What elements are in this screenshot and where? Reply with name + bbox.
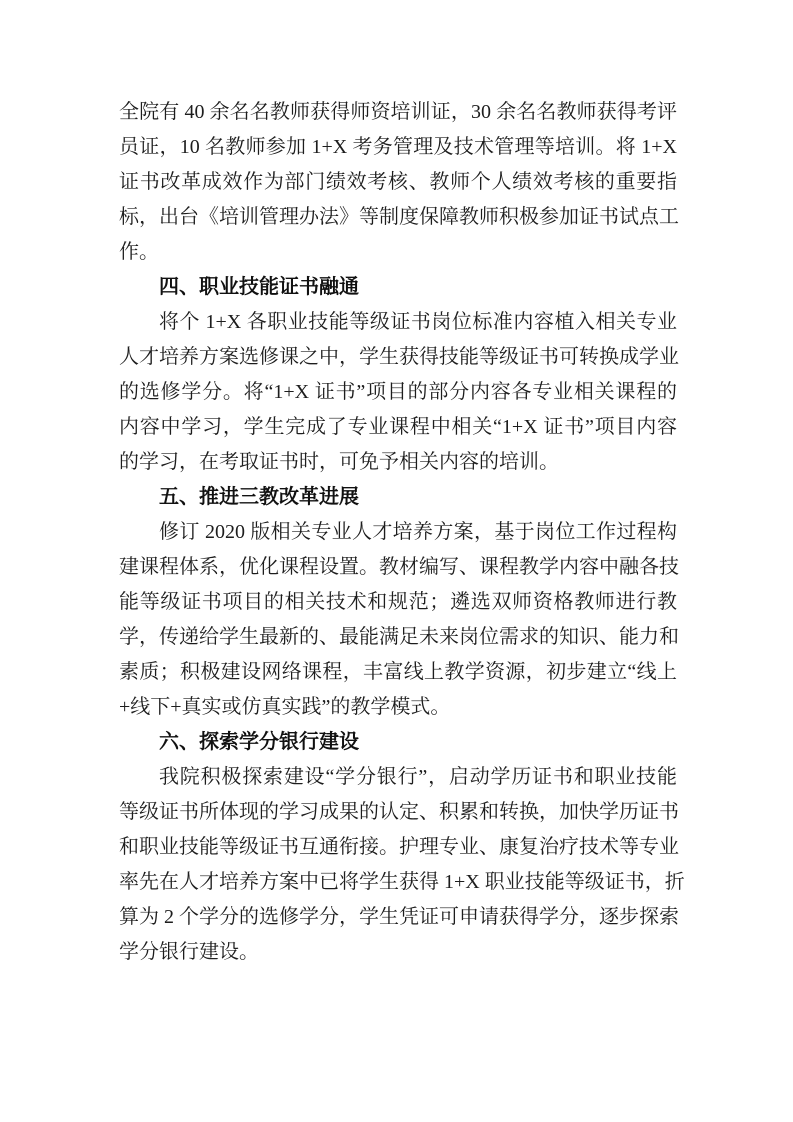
text-line: 人才培养方案选修课之中，学生获得技能等级证书可转换成学业 bbox=[119, 346, 679, 368]
text-line: 的学习，在考取证书时，可免予相关内容的培训。 bbox=[119, 451, 559, 473]
text-line: 算为 2 个学分的选修学分，学生凭证可申请获得学分，逐步探索 bbox=[119, 906, 679, 928]
text-line: 员证，10 名教师参加 1+X 考务管理及技术管理等培训。将 1+X bbox=[119, 136, 677, 158]
text-line: 内容中学习，学生完成了专业课程中相关“1+X 证书”项目内容 bbox=[119, 416, 677, 438]
text-line: 和职业技能等级证书互通衔接。护理专业、康复治疗技术等专业 bbox=[119, 836, 679, 858]
text-line: 将个 1+X 各职业技能等级证书岗位标准内容植入相关专业 bbox=[159, 311, 677, 333]
text-line: 的选修学分。将“1+X 证书”项目的部分内容各专业相关课程的 bbox=[119, 381, 677, 403]
text-line: 作。 bbox=[119, 241, 159, 263]
text-line: 修订 2020 版相关专业人才培养方案，基于岗位工作过程构 bbox=[159, 521, 677, 543]
document-body bbox=[119, 95, 685, 970]
text-line: 能等级证书项目的相关技术和规范；遴选双师资格教师进行教 bbox=[119, 591, 677, 613]
text-line: 学分银行建设。 bbox=[119, 941, 259, 963]
text-line: 证书改革成效作为部门绩效考核、教师个人绩效考核的重要指 bbox=[119, 171, 677, 193]
text-line: +线下+真实或仿真实践”的教学模式。 bbox=[119, 696, 451, 718]
text-line: 全院有 40 余名名教师获得师资培训证，30 余名名教师获得考评 bbox=[119, 101, 677, 123]
text-line: 学，传递给学生最新的、最能满足未来岗位需求的知识、能力和 bbox=[119, 626, 679, 648]
text-line: 建课程体系，优化课程设置。教材编写、课程教学内容中融各技 bbox=[119, 556, 679, 578]
text-line: 标，出台《培训管理办法》等制度保障教师积极参加证书试点工 bbox=[119, 206, 679, 228]
text-line: 我院积极探索建设“学分银行”，启动学历证书和职业技能 bbox=[159, 766, 677, 788]
text-line: 等级证书所体现的学习成果的认定、积累和转换，加快学历证书 bbox=[119, 801, 679, 823]
text-line: 率先在人才培养方案中已将学生获得 1+X 职业技能等级证书，折 bbox=[119, 871, 685, 893]
text-line: 素质；积极建设网络课程，丰富线上教学资源，初步建立“线上 bbox=[119, 661, 677, 683]
section-heading: 六、探索学分银行建设 bbox=[159, 731, 359, 753]
section-heading: 五、推进三教改革进展 bbox=[159, 486, 359, 508]
section-heading: 四、职业技能证书融通 bbox=[159, 276, 359, 298]
